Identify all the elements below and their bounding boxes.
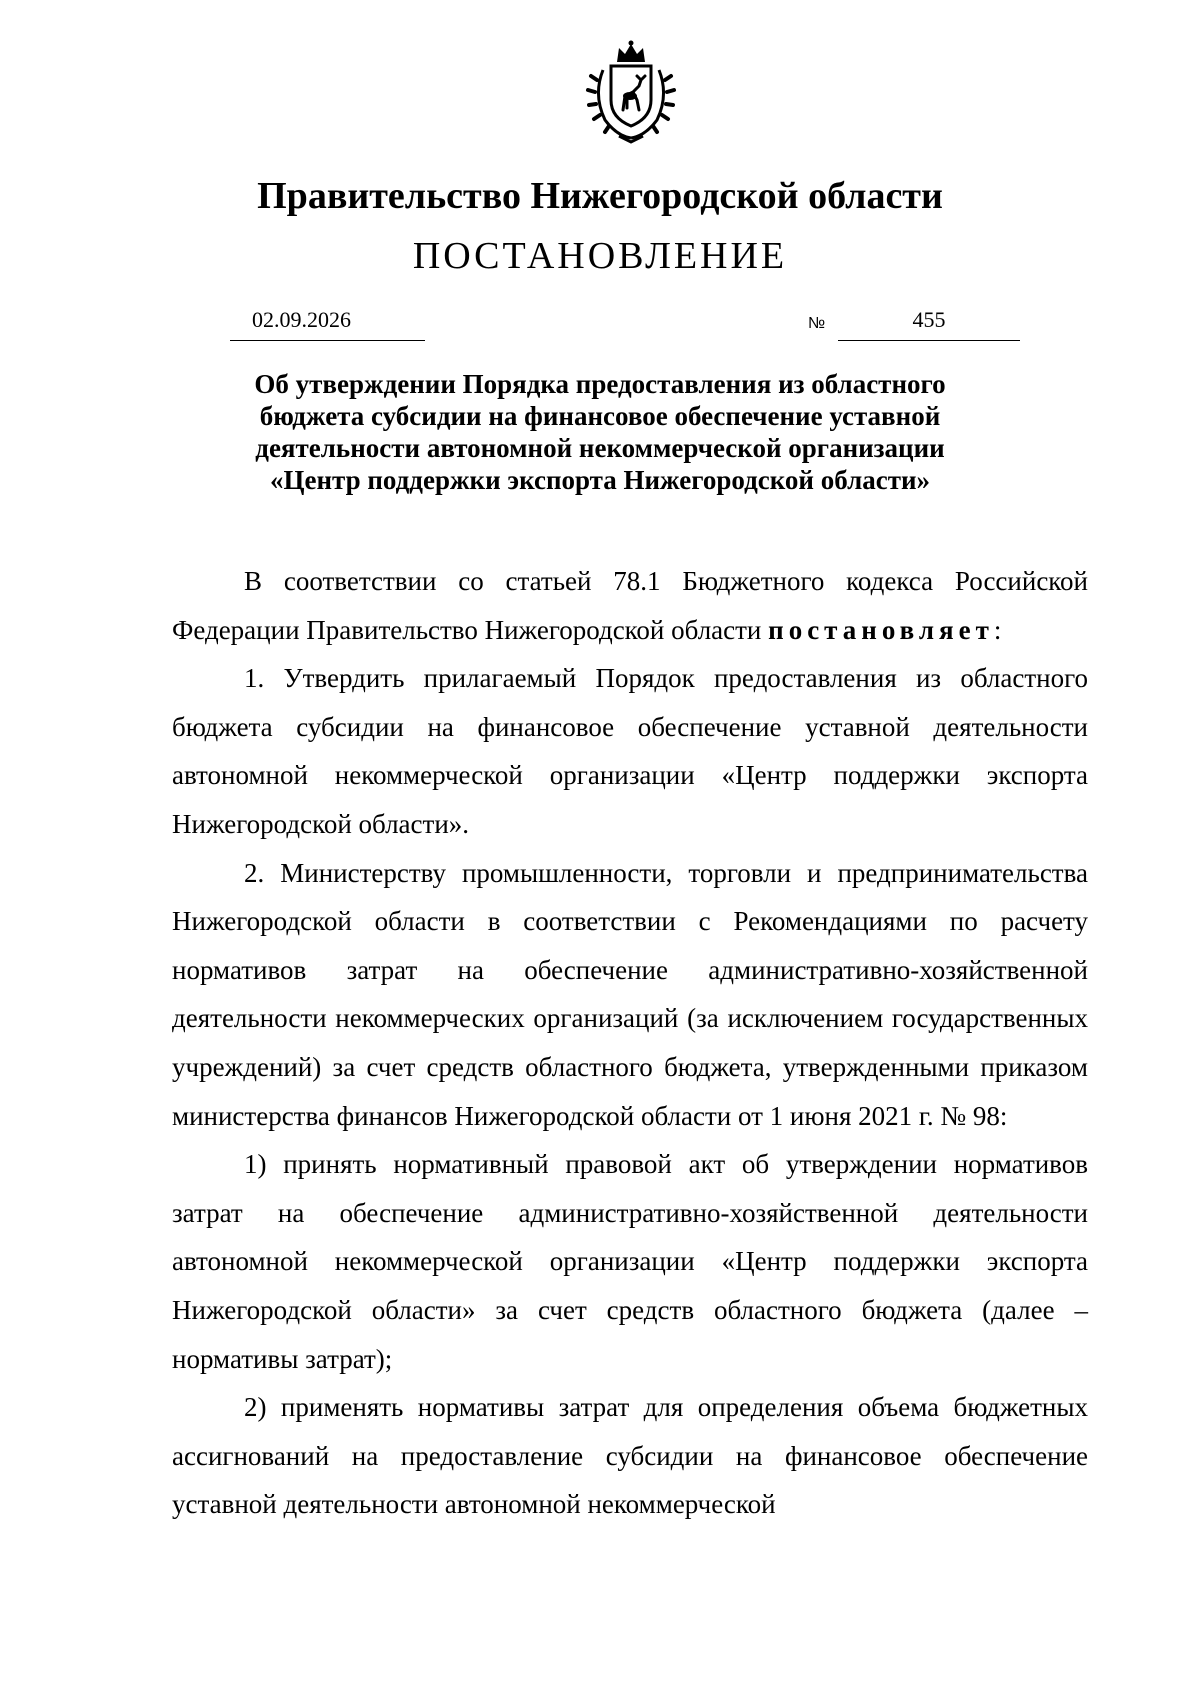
coat-of-arms-icon (583, 40, 679, 144)
clause-2-item-2: 2) применять нормативы затрат для определения объема бюджетных ассигнований на предоставление субсидии на финансовое обеспечение уставной деятельности автономной некоммерческой (172, 1392, 1088, 1520)
subject-line: деятельности автономной некоммерческой организации (255, 433, 945, 463)
resolve-keyword: постановляет (768, 614, 994, 645)
subject-line: «Центр поддержки экспорта Нижегородской области» (269, 465, 931, 495)
document-number: 455 (912, 307, 946, 332)
clause-2: 2. Министерству промышленности, торговли и предпринимательства Нижегородской области в соответствии с Рекомендациями по расчету нормативов затрат на обеспечение административно-хозяйственной деятельности некоммерческих организаций (за исключением государственных учреждений) за счет средств областного бюджета, утвержденными приказом министерства финансов Нижегородской области от 1 июня 2021 г. № 98: (172, 857, 1088, 1131)
number-underline (838, 340, 1020, 341)
number-sign: № (808, 315, 826, 332)
document-date: 02.09.2026 (252, 307, 351, 332)
document-body (172, 557, 1088, 1529)
clause-1: 1. Утвердить прилагаемый Порядок предоставления из областного бюджета субсидии на финансовое обеспечение уставной деятельности автономной некоммерческой организации «Центр поддержки экспорта Нижегородской области». (172, 663, 1088, 839)
document-subject (180, 368, 1020, 496)
date-underline (230, 340, 425, 341)
preamble-paragraph (172, 557, 1088, 654)
preamble-colon: : (993, 614, 1002, 645)
organization-title: Правительство Нижегородской области (257, 175, 943, 217)
preamble-text: В соответствии со статьей 78.1 Бюджетного кодекса Российской Федерации Правительство Нижегородской области (172, 566, 1088, 645)
subject-line: бюджета субсидии на финансовое обеспечение уставной (259, 401, 941, 431)
subject-line: Об утверждении Порядка предоставления из областного (254, 369, 946, 399)
document-type: ПОСТАНОВЛЕНИЕ (412, 235, 788, 277)
clause-2-item-1: 1) принять нормативный правовой акт об утверждении нормативов затрат на обеспечение административно-хозяйственной деятельности автономной некоммерческой организации «Центр поддержки экспорта Нижегородской области» за счет средств областного бюджета (далее – нормативы затрат); (172, 1149, 1088, 1374)
